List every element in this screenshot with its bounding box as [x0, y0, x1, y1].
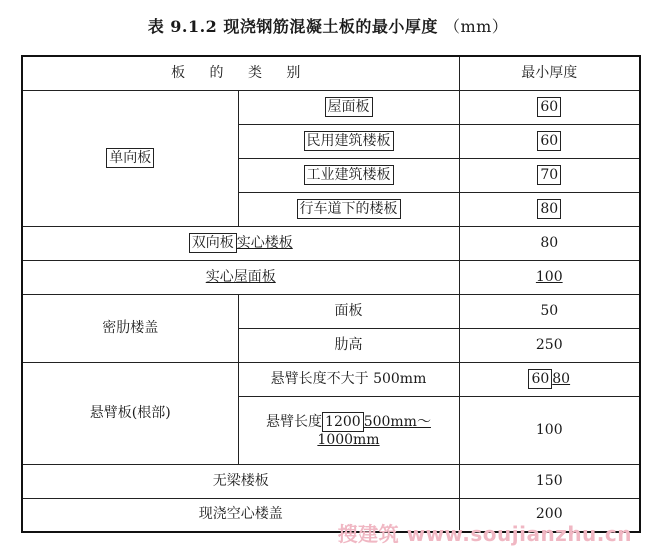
thickness-value: 60 — [459, 124, 640, 158]
thickness-value: 60 — [459, 90, 640, 124]
slab-subtype: 悬臂长度不大于 500mm — [238, 362, 459, 396]
slab-subtype: 工业建筑楼板 — [238, 158, 459, 192]
thickness-value: 80 — [459, 192, 640, 226]
thickness-value: 250 — [459, 328, 640, 362]
thickness-value: 150 — [459, 464, 640, 498]
thickness-table — [21, 55, 641, 533]
table-row — [22, 362, 640, 396]
thickness-value: 100 — [459, 396, 640, 464]
slab-subtype: 行车道下的楼板 — [238, 192, 459, 226]
table-row — [22, 260, 640, 294]
table-title — [0, 14, 656, 37]
one-way-slab-label: 单向板 — [22, 90, 238, 226]
watermark: 搜建筑 www.soujianzhu.cn — [337, 522, 632, 546]
hollow-floor-label: 现浇空心楼盖 — [22, 498, 459, 532]
table-row — [22, 90, 640, 124]
slab-subtype: 悬臂长度 1200 500mm～ 1000mm — [238, 396, 459, 464]
slab-subtype: 面板 — [238, 294, 459, 328]
thickness-value: 50 — [459, 294, 640, 328]
thickness-value: 80 — [459, 226, 640, 260]
thickness-value: 100 — [459, 260, 640, 294]
beamless-floor-label: 无梁楼板 — [22, 464, 459, 498]
header-min-thickness: 最小厚度 — [459, 56, 640, 90]
solid-roof-slab-label: 实心屋面板 — [22, 260, 459, 294]
table-row — [22, 294, 640, 328]
table-row — [22, 464, 640, 498]
slab-subtype: 屋面板 — [238, 90, 459, 124]
thickness-value: 200 — [459, 498, 640, 532]
header-category: 板 的 类 别 — [22, 56, 459, 90]
thickness-value: 70 — [459, 158, 640, 192]
table-title-unit: （mm） — [443, 17, 509, 36]
table-row — [22, 226, 640, 260]
thickness-value: 60 80 — [459, 362, 640, 396]
slab-subtype: 民用建筑楼板 — [238, 124, 459, 158]
cantilever-slab-label: 悬臂板(根部) — [22, 362, 238, 464]
ribbed-floor-label: 密肋楼盖 — [22, 294, 238, 362]
header-row — [22, 56, 640, 90]
two-way-slab-label: 双向板 实心楼板 — [22, 226, 459, 260]
slab-subtype: 肋高 — [238, 328, 459, 362]
table-title-main: 表 9.1.2 现浇钢筋混凝土板的最小厚度 — [147, 17, 438, 36]
